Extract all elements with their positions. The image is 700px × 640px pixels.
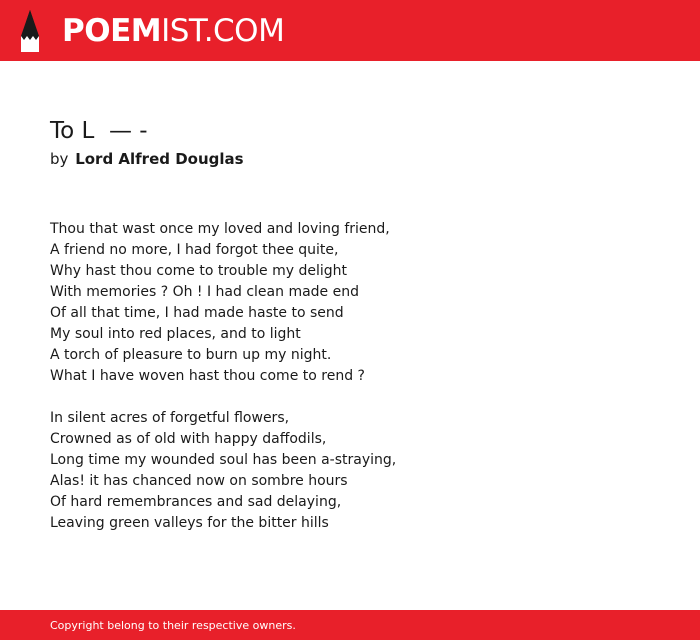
by-label: by [50, 150, 69, 168]
poem-line: With memories ? Oh ! I had clean made end [50, 284, 359, 300]
site-logo[interactable] [62, 12, 284, 50]
site-footer [0, 610, 700, 640]
poem-line: Leaving green valleys for the bitter hills [50, 515, 329, 531]
poem-line: My soul into red places, and to light [50, 326, 301, 342]
pencil-tip-icon[interactable] [18, 10, 42, 52]
poem-line: Of hard remembrances and sad delaying, [50, 494, 342, 510]
poem-line: What I have woven hast thou come to rend ? [50, 368, 365, 384]
stanza-1 [50, 219, 396, 387]
poem-line: Thou that wast once my loved and loving friend, [50, 221, 390, 237]
poem-line: Of all that time, I had made haste to send [50, 305, 344, 321]
stanza-2 [50, 408, 396, 534]
poem-line: Why hast thou come to trouble my delight [50, 263, 347, 279]
poem-title: To L — - [50, 118, 148, 144]
site-header [0, 0, 700, 61]
poem-line: A torch of pleasure to burn up my night. [50, 347, 332, 363]
poem-byline [50, 149, 244, 169]
logo-bold-text: POEM [62, 13, 162, 49]
poem-line: Crowned as of old with happy daffodils, [50, 431, 327, 447]
poem-body [50, 219, 396, 555]
poem-author[interactable]: Lord Alfred Douglas [75, 150, 244, 168]
poem-line: A friend no more, I had forgot thee quite, [50, 242, 339, 258]
poem-line: Alas! it has chanced now on sombre hours [50, 473, 348, 489]
logo-light-text: IST.COM [161, 13, 285, 49]
copyright-text: Copyright belong to their respective owners. [50, 619, 296, 632]
poem-line: In silent acres of forgetful flowers, [50, 410, 290, 426]
poem-line: Long time my wounded soul has been a-straying, [50, 452, 397, 468]
